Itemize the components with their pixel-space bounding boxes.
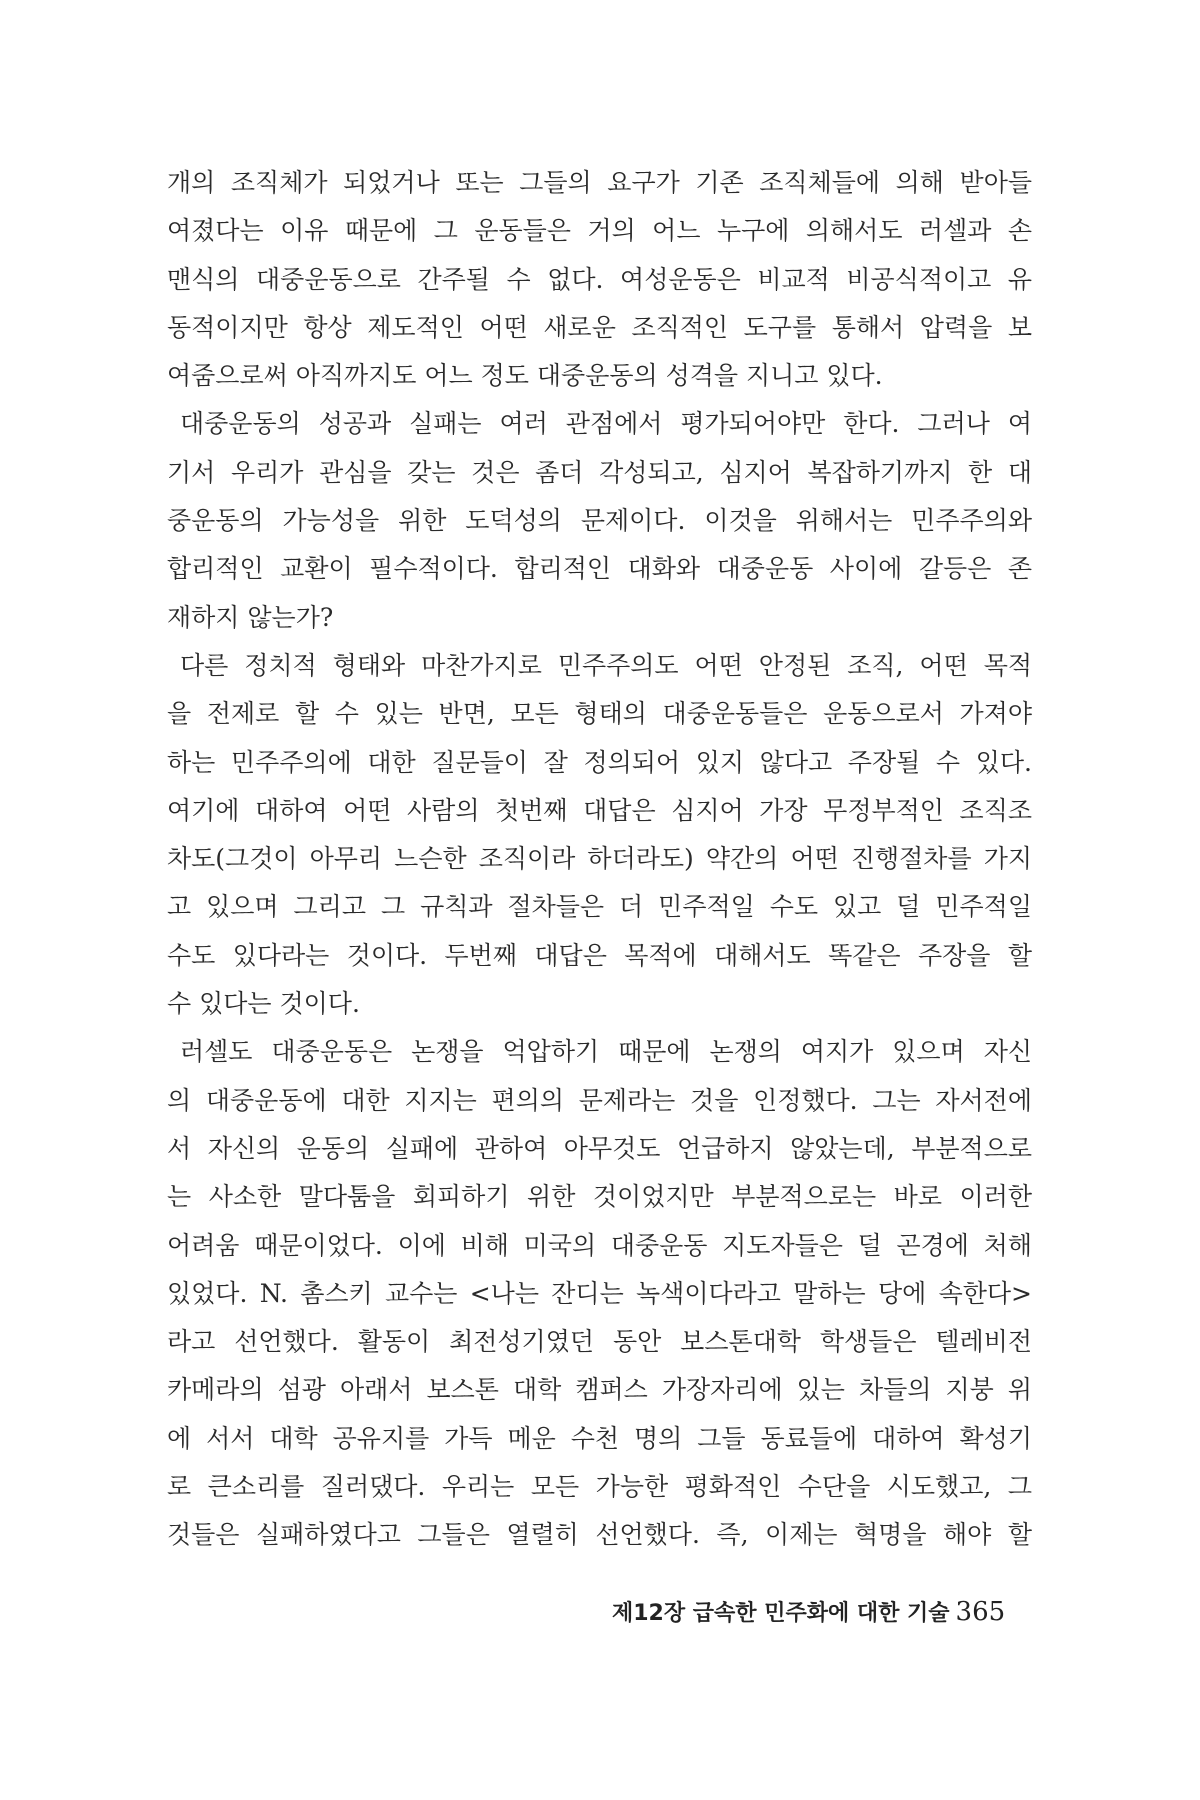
- text-line: 대중운동의 성공과 실패는 여러 관점에서 평가되어야만 한다. 그러나 여: [180, 409, 1032, 439]
- text-line: 에 서서 대학 공유지를 가득 메운 수천 명의 그들 동료들에 대하여 확성기: [167, 1423, 1032, 1453]
- chapter-title: 제12장 급속한 민주화에 대한 기술: [612, 1601, 950, 1626]
- text-line: 는 사소한 말다툼을 회피하기 위한 것이었지만 부분적으로는 바로 이러한: [167, 1182, 1032, 1212]
- text-line: 수 있다는 것이다.: [167, 989, 360, 1019]
- text-line: 차도(그것이 아무리 느슨한 조직이라 하더라도) 약간의 어떤 진행절차를 가지: [167, 844, 1032, 874]
- text-line: 여졌다는 이유 때문에 그 운동들은 거의 어느 누구에 의해서도 러셀과 손: [167, 216, 1032, 246]
- page-number: 365: [955, 1597, 1006, 1627]
- text-line: 하는 민주주의에 대한 질문들이 잘 정의되어 있지 않다고 주장될 수 있다.: [167, 747, 1032, 777]
- text-line: 서 자신의 운동의 실패에 관하여 아무것도 언급하지 않았는데, 부분적으로: [167, 1133, 1032, 1163]
- text-line: 재하지 않는가?: [167, 602, 334, 632]
- text-line: 카메라의 섬광 아래서 보스톤 대학 캠퍼스 가장자리에 있는 차들의 지붕 위: [167, 1375, 1032, 1405]
- text-line: 의 대중운동에 대한 지지는 편의의 문제라는 것을 인정했다. 그는 자서전에: [167, 1085, 1032, 1115]
- text-line: 여줌으로써 아직까지도 어느 정도 대중운동의 성격을 지니고 있다.: [167, 361, 883, 391]
- text-line: 맨식의 대중운동으로 간주될 수 없다. 여성운동은 비교적 비공식적이고 유: [167, 264, 1032, 294]
- text-line: 로 큰소리를 질러댔다. 우리는 모든 가능한 평화적인 수단을 시도했고, 그: [167, 1472, 1032, 1502]
- text-line: 있었다. N. 촘스키 교수는 <나는 잔디는 녹색이다라고 말하는 당에 속한다>: [167, 1278, 1032, 1308]
- text-line: 합리적인 교환이 필수적이다. 합리적인 대화와 대중운동 사이에 갈등은 존: [167, 554, 1032, 584]
- text-line: 고 있으며 그리고 그 규칙과 절차들은 더 민주적일 수도 있고 덜 민주적일: [167, 892, 1032, 922]
- text-line: 라고 선언했다. 활동이 최전성기였던 동안 보스톤대학 학생들은 텔레비전: [167, 1327, 1032, 1357]
- running-footer: [612, 1596, 1012, 1627]
- text-line: 다른 정치적 형태와 마찬가지로 민주주의도 어떤 안정된 조직, 어떤 목적: [180, 650, 1032, 680]
- text-line: 개의 조직체가 되었거나 또는 그들의 요구가 기존 조직체들에 의해 받아들: [167, 168, 1032, 197]
- text-line: 어려움 때문이었다. 이에 비해 미국의 대중운동 지도자들은 덜 곤경에 처해: [167, 1230, 1032, 1260]
- text-line: 기서 우리가 관심을 갖는 것은 좀더 각성되고, 심지어 복잡하기까지 한 대: [167, 457, 1032, 487]
- text-line: 동적이지만 항상 제도적인 어떤 새로운 조직적인 도구를 통해서 압력을 보: [167, 312, 1032, 342]
- text-line: 중운동의 가능성을 위한 도덕성의 문제이다. 이것을 위해서는 민주주의와: [167, 506, 1032, 536]
- text-line: 것들은 실패하였다고 그들은 열렬히 선언했다. 즉, 이제는 혁명을 해야 할: [167, 1520, 1032, 1550]
- text-line: 여기에 대하여 어떤 사람의 첫번째 대답은 심지어 가장 무정부적인 조직조: [167, 795, 1032, 825]
- text-line: 수도 있다라는 것이다. 두번째 대답은 목적에 대해서도 똑같은 주장을 할: [167, 940, 1032, 970]
- text-line: 러셀도 대중운동은 논쟁을 억압하기 때문에 논쟁의 여지가 있으며 자신: [180, 1037, 1032, 1067]
- text-line: 을 전제로 할 수 있는 반면, 모든 형태의 대중운동들은 운동으로서 가져야: [167, 699, 1032, 729]
- body-text: [167, 159, 1032, 1560]
